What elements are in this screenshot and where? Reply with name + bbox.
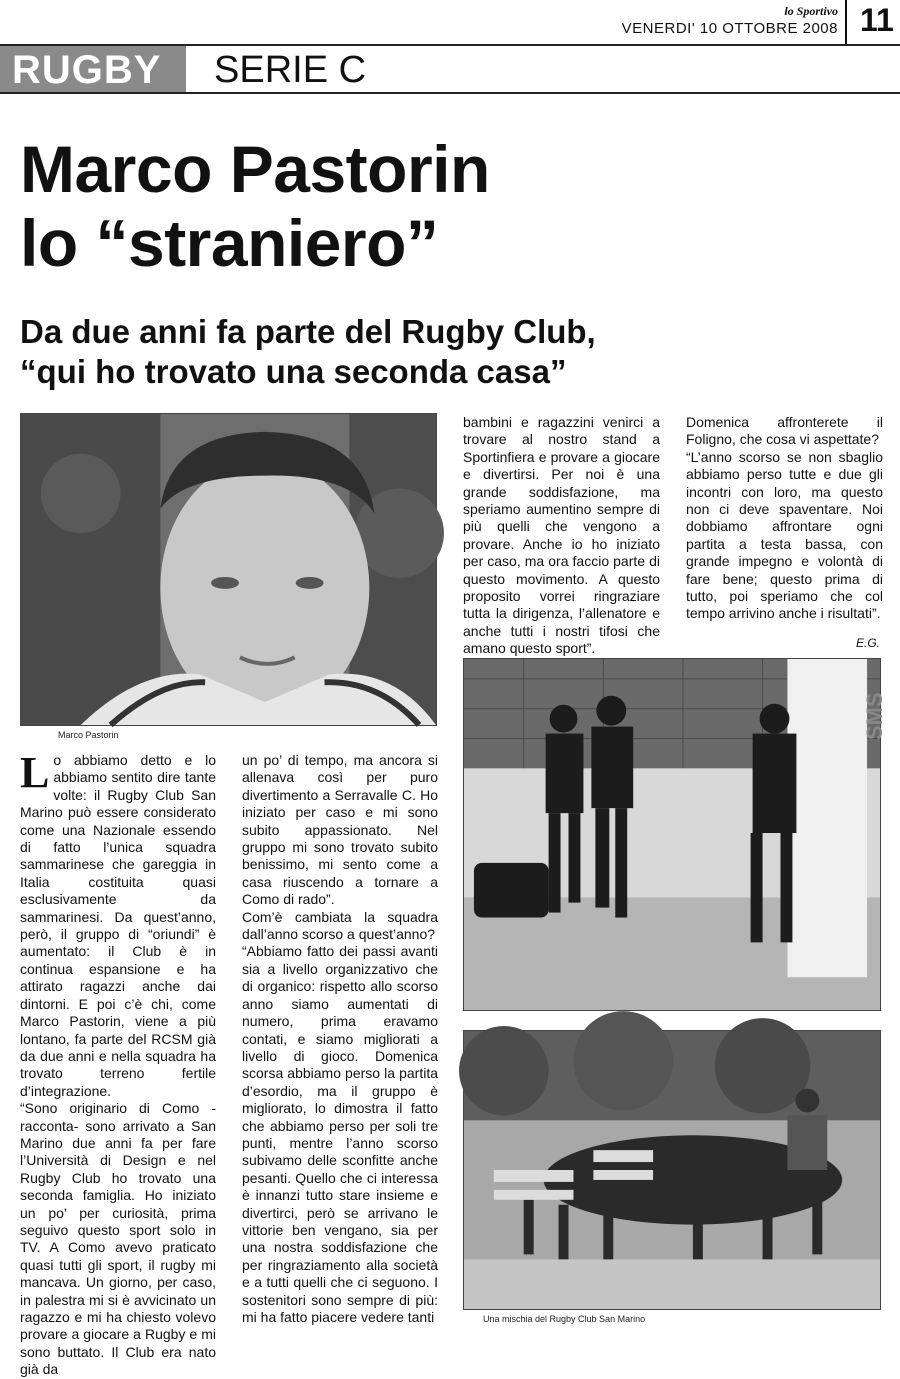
headline	[20, 132, 880, 280]
article-column-4	[686, 414, 883, 623]
paragraph: Lo abbiamo detto e lo abbiamo sentito dire tante volte: il Rugby Club San Marino può essere considerato come una Nazionale essendo di fatto l’unica squadra sammarinese che gareggia in Italia costituita quasi esclusivamente da sammarinesi. Da quest’anno, però, il gruppo di “oriundi” è aumentato: il Club è in continua espansione e ha attirato ragazzi anche dai dintorni. E poi c’è chi, come Marco Pastorin, viene a più lontano, fa parte del RCSM già da due anni e nella squadra ha trovato terreno fertile d’integrazione.	[20, 748, 216, 1099]
divider	[845, 0, 847, 44]
headline-line: lo “straniero”	[20, 206, 439, 280]
subheadline	[20, 312, 880, 392]
issue-date: VENERDI' 10 OTTOBRE 2008	[621, 20, 838, 37]
sponsor-text: SMS	[862, 692, 887, 740]
portrait-caption: Marco Pastorin	[58, 730, 119, 740]
scrum-caption: Una mischia del Rugby Club San Marino	[483, 1314, 646, 1324]
paragraph: “Sono originario di Como -racconta- sono arrivato a San Marino due anni fa per fare l’Università di Design e nel Rugby Club ho trovato una seconda famiglia. Ho iniziato un po’ per curiosità, prima seguivo questo sport solo in TV. A Como avevo praticato quasi tutti gli sport, il rugby mi mancava. Un giorno, per caso, in palestra mi si è avvicinato un ragazzo e mi ha chiesto volevo provare a giocare a Rugby e mi sono buttato. Il Club era nato già da	[20, 1100, 216, 1378]
league-label: SERIE C	[214, 49, 367, 91]
article-column-2	[242, 752, 438, 1326]
scrum-image	[464, 1031, 880, 1309]
section-band	[0, 44, 900, 94]
author-signature: E.G.	[855, 636, 880, 650]
newspaper-logo: lo Sportivo	[784, 4, 838, 18]
paragraph: “L’anno scorso se non sbaglio abbiamo perso tutte e due gli incontri con loro, ma questo non ci deve spaventare. Noi dobbiamo affrontare ogni partita a testa bassa, con grande impegno e volontà di fare bene; questo prima di tutto, poi speriamo che col tempo arrivino anche i risultati”.	[686, 448, 883, 622]
subheadline-line: Da due anni fa parte del Rugby Club,	[20, 313, 596, 350]
headline-line: Marco Pastorin	[20, 132, 490, 206]
page-number: 11	[860, 2, 894, 38]
paragraph: bambini e ragazzini venirci a trovare al nostro stand a Sportinfiera e provare a giocare e divertirsi. Per noi è una grande soddisfazione, ma speriamo aumentino sempre di più quelli che vengono a provare. Anche io ho iniziato per caso, ma ora faccio parte di questo movimento. A questo proposito vorrei ringraziare tutta la dirigenza, l’allenatore e anche tutti i nostri tifosi che amano questo sport”.	[463, 414, 660, 657]
action-image	[464, 659, 880, 1010]
article-column-1	[20, 748, 216, 1379]
scrum-photo	[463, 1030, 881, 1310]
question: Com’è cambiata la squadra dall’anno scorso a quest’anno?	[242, 908, 438, 943]
paragraph: “Abbiamo fatto dei passi avanti sia a livello organizzativo che di organico: rispetto allo scorso anno siamo aumentati di numero, prima eravamo contati, e siamo migliorati a livello di gioco. Domenica scorsa abbiamo perso la partita d’esordio, ma il gruppo è migliorato, lo dimostra il fatto che abbiamo perso per soli tre punti, mentre l’anno scorso subivamo delle sconfitte anche pesanti. Quello che ci interessa è innanzi tutto stare insieme e divertirci, però se arrivano le vittorie ben vengano, sia per una nostra soddisfazione che per ringraziamento alla società e a tutti quelli che ci seguono. I sostenitori sono sempre di più: mi ha fatto piacere vedere tanti	[242, 943, 438, 1325]
action-photo	[463, 658, 881, 1011]
portrait-photo	[20, 413, 437, 726]
paragraph: un po’ di tempo, ma ancora si allenava così per puro divertimento a Serravalle C. Ho iniziato per caso e mi sono subito appassionato. Nel gruppo mi sono trovato subito benissimo, mi sento come a casa riuscendo a tornare a Como di rado”.	[242, 752, 438, 908]
question: Domenica affronterete il Foligno, che cosa vi aspettate?	[686, 414, 883, 448]
subheadline-line: “qui ho trovato una seconda casa”	[20, 353, 567, 390]
section-label: RUGBY	[12, 48, 162, 92]
drop-cap: L	[20, 748, 50, 797]
portrait-image	[21, 414, 436, 725]
article-column-3	[463, 414, 660, 658]
section-label-box	[0, 46, 186, 92]
masthead	[0, 0, 900, 44]
